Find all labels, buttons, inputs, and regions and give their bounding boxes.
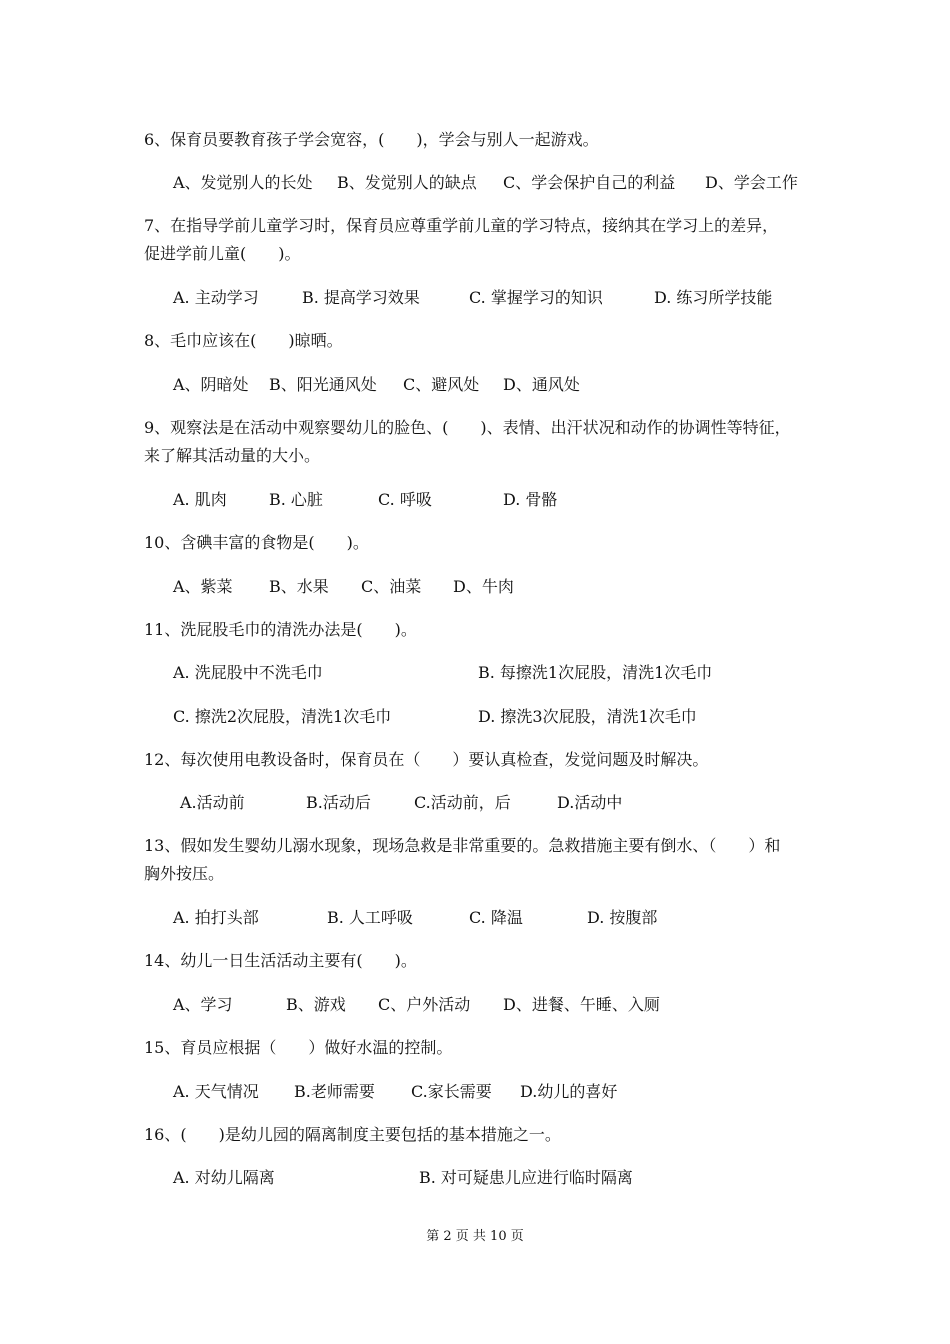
question-10-stem: 10、含碘丰富的食物是( )。 bbox=[144, 533, 369, 552]
question-13-option-b: B. 人工呼吸 bbox=[327, 908, 413, 927]
question-15-option-d: D.幼儿的喜好 bbox=[520, 1082, 618, 1101]
question-6-option-b: B、发觉别人的缺点 bbox=[337, 173, 477, 192]
question-13-stem-line2: 胸外按压。 bbox=[144, 864, 225, 883]
question-12-stem: 12、每次使用电教设备时，保育员在（ ）要认真检查，发觉问题及时解决。 bbox=[144, 750, 709, 769]
question-13-option-c: C. 降温 bbox=[469, 908, 523, 927]
question-14-option-b: B、游戏 bbox=[286, 995, 346, 1014]
question-6-option-c: C、学会保护自己的利益 bbox=[503, 173, 676, 192]
question-11-option-d: D. 擦洗3次屁股，清洗1次毛巾 bbox=[478, 707, 697, 726]
question-15-stem: 15、育员应根据（ ）做好水温的控制。 bbox=[144, 1038, 453, 1057]
page-number-footer: 第 2 页 共 10 页 bbox=[426, 1229, 524, 1244]
question-14-option-d: D、进餐、午睡、入厕 bbox=[503, 995, 660, 1014]
question-6-stem: 6、保育员要教育孩子学会宽容，( )，学会与别人一起游戏。 bbox=[144, 130, 599, 149]
question-10-option-b: B、水果 bbox=[269, 577, 329, 596]
question-8-option-c: C、避风处 bbox=[403, 375, 480, 394]
question-12-option-b: B.活动后 bbox=[306, 793, 371, 812]
question-9-stem-line1: 9、观察法是在活动中观察婴幼儿的脸色、( )、表情、出汗状况和动作的协调性等特征， bbox=[144, 418, 791, 437]
question-9-stem-line2: 来了解其活动量的大小。 bbox=[144, 446, 321, 465]
question-12-option-c: C.活动前，后 bbox=[414, 793, 511, 812]
question-11-option-c: C. 擦洗2次屁股，清洗1次毛巾 bbox=[173, 707, 392, 726]
question-8-option-b: B、阳光通风处 bbox=[269, 375, 377, 394]
question-13-stem-line1: 13、假如发生婴幼儿溺水现象，现场急救是非常重要的。急救措施主要有倒水、（ ）和 bbox=[144, 836, 781, 855]
question-14-option-a: A、学习 bbox=[173, 995, 233, 1014]
question-14-stem: 14、幼儿一日生活活动主要有( )。 bbox=[144, 951, 417, 970]
question-8-stem: 8、毛巾应该在( )晾晒。 bbox=[144, 331, 343, 350]
question-7-option-c: C. 掌握学习的知识 bbox=[469, 288, 603, 307]
question-7-option-a: A. 主动学习 bbox=[173, 288, 259, 307]
question-9-option-d: D. 骨骼 bbox=[503, 490, 558, 509]
question-12-option-a: A.活动前 bbox=[180, 793, 245, 812]
question-9-option-c: C. 呼吸 bbox=[378, 490, 432, 509]
question-8-option-d: D、通风处 bbox=[503, 375, 580, 394]
question-13-option-d: D. 按腹部 bbox=[587, 908, 658, 927]
question-16-option-a: A. 对幼儿隔离 bbox=[173, 1168, 275, 1187]
question-10-option-d: D、牛肉 bbox=[453, 577, 514, 596]
question-16-option-b: B. 对可疑患儿应进行临时隔离 bbox=[419, 1168, 633, 1187]
question-11-stem: 11、洗屁股毛巾的清洗办法是( )。 bbox=[144, 620, 417, 639]
question-11-option-a: A. 洗屁股中不洗毛巾 bbox=[173, 663, 323, 682]
question-16-stem: 16、( )是幼儿园的隔离制度主要包括的基本措施之一。 bbox=[144, 1125, 561, 1144]
question-13-option-a: A. 拍打头部 bbox=[173, 908, 259, 927]
question-11-option-b: B. 每擦洗1次屁股，清洗1次毛巾 bbox=[478, 663, 713, 682]
question-9-option-b: B. 心脏 bbox=[269, 490, 323, 509]
question-9-option-a: A. 肌肉 bbox=[173, 490, 227, 509]
question-15-option-a: A. 天气情况 bbox=[173, 1082, 259, 1101]
question-15-option-b: B.老师需要 bbox=[294, 1082, 375, 1101]
question-15-option-c: C.家长需要 bbox=[411, 1082, 492, 1101]
question-8-option-a: A、阴暗处 bbox=[173, 375, 249, 394]
question-6-option-d: D、学会工作 bbox=[705, 173, 798, 192]
question-14-option-c: C、户外活动 bbox=[378, 995, 471, 1014]
question-7-option-b: B. 提高学习效果 bbox=[302, 288, 420, 307]
question-12-option-d: D.活动中 bbox=[557, 793, 623, 812]
question-10-option-c: C、油菜 bbox=[361, 577, 422, 596]
question-6-option-a: A、发觉别人的长处 bbox=[173, 173, 313, 192]
question-10-option-a: A、紫菜 bbox=[173, 577, 233, 596]
question-7-option-d: D. 练习所学技能 bbox=[654, 288, 773, 307]
question-7-stem-line2: 促进学前儿童( )。 bbox=[144, 244, 301, 263]
question-7-stem-line1: 7、在指导学前儿童学习时，保育员应尊重学前儿童的学习特点，接纳其在学习上的差异， bbox=[144, 216, 779, 235]
